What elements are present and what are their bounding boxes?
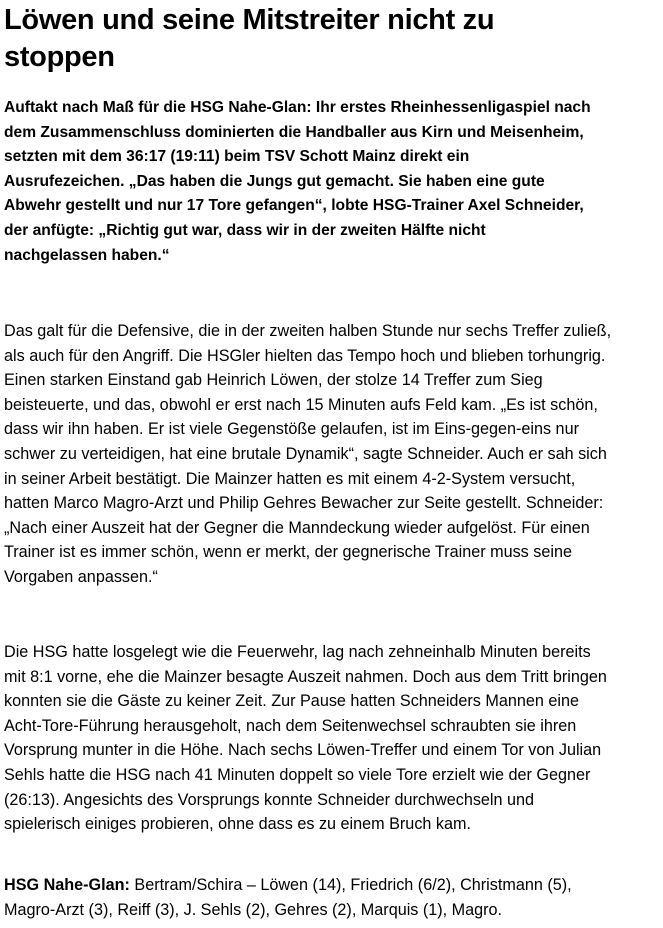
lead-line: der anfügte: „Richtig gut war, dass wir in der zweiten Hälfte nicht bbox=[4, 221, 486, 239]
paragraph-line: Acht-Tore-Führung herausgeholt, nach dem Seitenwechsel schraubten sie ihren bbox=[4, 716, 577, 735]
paragraph-line: Sehls hatte die HSG nach 41 Minuten doppelt so viele Tore erzielt wie der Gegner bbox=[4, 765, 591, 784]
paragraph-line: Vorsprung munter in die Höhe. Nach sechs Löwen-Treffer und einem Tor von Julian bbox=[4, 741, 602, 760]
paragraph-line: hatten Marco Magro-Arzt und Philip Gehres Bewacher zur Seite gestellt. Schneider: bbox=[4, 494, 604, 513]
lead-line: setzten mit dem 36:17 (19:11) beim TSV Schott Mainz direkt ein bbox=[4, 148, 470, 166]
title-line: stoppen bbox=[4, 41, 115, 73]
lead-line: Abwehr gestellt und nur 17 Tore gefangen“, lobte HSG-Trainer Axel Schneider, bbox=[4, 197, 584, 215]
body-paragraph-1 bbox=[4, 319, 611, 590]
team-label: HSG Nahe-Glan: bbox=[4, 876, 130, 894]
lineup-players: Bertram/Schira – Löwen (14), Friedrich (6/2), Christmann (5), bbox=[129, 876, 572, 894]
paragraph-line: in seiner Arbeit bestätigt. Die Mainzer hatten es mit einem 4-2-System versucht, bbox=[4, 469, 576, 488]
body-paragraph-2 bbox=[4, 640, 607, 837]
lead-line: Auftakt nach Maß für die HSG Nahe-Glan: Ihr erstes Rheinhessenligaspiel nach bbox=[4, 99, 591, 116]
paragraph-line: mit 8:1 vorne, ehe die Mainzer besagte Auszeit nahmen. Doch aus dem Tritt bringen bbox=[4, 667, 607, 686]
lineup-line bbox=[4, 873, 572, 898]
paragraph-line: Vorgaben anpassen.“ bbox=[4, 567, 158, 586]
paragraph-line: „Nach einer Auszeit hat der Gegner die Manndeckung wieder aufgelöst. Für einen bbox=[4, 518, 590, 537]
paragraph-line: schwer zu verteidigen, hat eine brutale Dynamik“, sagte Schneider. Auch er sah sich bbox=[4, 444, 607, 463]
paragraph-line: spielerisch einiges probieren, ohne dass es zu einem Bruch kam. bbox=[4, 815, 471, 834]
article-lead bbox=[4, 96, 591, 268]
paragraph-line: als auch für den Angriff. Die HSGler hielten das Tempo hoch und blieben torhungrig. bbox=[4, 346, 606, 365]
lead-line: dem Zusammenschluss dominierten die Handballer aus Kirn und Meisenheim, bbox=[4, 123, 584, 141]
lead-line: Ausrufezeichen. „Das haben die Jungs gut gemacht. Sie haben eine gute bbox=[4, 172, 545, 190]
lead-line: nachgelassen haben.“ bbox=[4, 246, 170, 264]
paragraph-line: Das galt für die Defensive, die in der zweiten halben Stunde nur sechs Treffer zuließ, bbox=[4, 322, 612, 340]
paragraph-line: Die HSG hatte losgelegt wie die Feuerwehr, lag nach zehneinhalb Minuten bereits bbox=[4, 643, 591, 661]
paragraph-line: beisteuerte, und das, obwohl er erst nach 15 Minuten aufs Feld kam. „Es ist schön, bbox=[4, 395, 598, 414]
paragraph-line: Einen starken Einstand gab Heinrich Löwen, der stolze 14 Treffer zum Sieg bbox=[4, 371, 543, 390]
title-line: Löwen und seine Mitstreiter nicht zu bbox=[4, 4, 495, 36]
paragraph-line: dass wir ihn haben. Er ist viele Gegenstöße gelaufen, ist im Eins-gegen-eins nur bbox=[4, 420, 579, 439]
paragraph-line: konnten sie die Gäste zu keiner Zeit. Zur Pause hatten Schneiders Mannen eine bbox=[4, 692, 579, 711]
lineup-line: Magro-Arzt (3), Reiff (3), J. Sehls (2), Gehres (2), Marquis (1), Magro. bbox=[4, 900, 503, 919]
article-title bbox=[4, 2, 494, 76]
paragraph-line: Trainer ist es immer schön, wenn er merkt, der gegnerische Trainer muss seine bbox=[4, 543, 572, 562]
paragraph-line: (26:13). Angesichts des Vorsprungs konnte Schneider durchwechseln und bbox=[4, 790, 535, 809]
team-lineup bbox=[4, 873, 572, 922]
